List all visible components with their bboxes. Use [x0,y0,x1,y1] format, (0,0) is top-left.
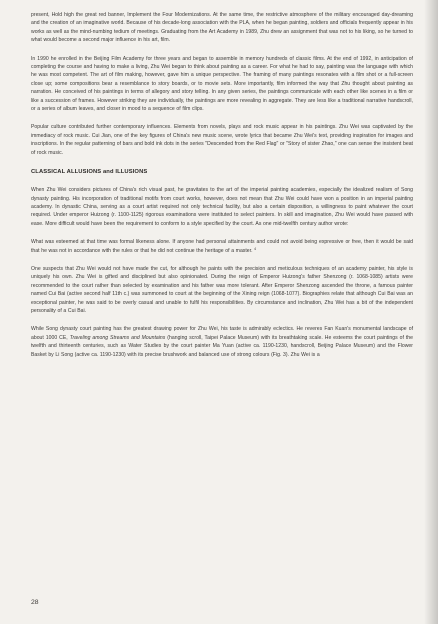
paragraph-1: present, Hold high the great red banner, Implement the Four Modernizations. At the same time, the restrictive atmosphere of the military encouraged day-dreaming and the creation of an imaginative world. Because of his decade-long association with the PLA, when he began painting, soldiers and officials frequently appear in his works as well as the mind-numbing tedium of meetings. Graduating from the Art Academy in 1989, Zhu drew an assignment that was not to his liking, so he turned to what would become a second major influence in his art, film. [31,12,413,44]
paragraph-spacer [31,113,413,123]
paragraph-7-text-after: (hanging scroll, Taipei Palace Museum) with its breathtaking scale. He esteems the court paintings of the twelfth and thirteenth centuries, such as Water Studies by the court painter Ma Yuan (active ca. 1190-1230, handscroll, Beijing Palace Museum) and the Flower Basket by Li Song (active ca. 1190-1230) with its precise brushwork and balanced use of strong colours (Fig. 3). Zhu Wei is a [31,334,414,358]
page-edge-shadow [424,0,438,624]
paragraph-spacer [31,315,413,325]
page-number: 28 [31,599,39,606]
paragraph-7 [31,325,413,359]
heading-spacer [31,176,413,186]
artwork-title: Traveling among Streams and Mountains [69,334,166,341]
paragraph-spacer [31,255,413,265]
footnote-marker: 4 [254,246,257,251]
paragraph-4: When Zhu Wei considers pictures of China's rich visual past, he gravitates to the art of the imperial painting academies, especially the idealized realism of Song dynasty painting. His incorporation of traditional motifs from court works, however, does not mean that Zhu Wei could have won a position in an imperial painting academy. In dynastic China, serving as a court artist required not only technical facility, but also a certain disposition, a willingness to paint whatever the court required. Under emperor Huizong (r. 1100-1125) rigorous examinations were instituted to select painters. In skill and imagination, Zhu Wei would have passed with ease. More difficult would have been the requirement to conform to a style specified by the court. As one mid-twelfth century author wrote: [31,187,413,227]
paragraph-2: In 1990 he enrolled in the Beijing Film Academy for three years and began to assemble in memory hundreds of classic films. At the end of 1992, in anticipation of completing the course and having to make a living, Zhu Wei began to think about painting as a career. For what he had to say, painting was the language with which he was most competent. The art of film making, however, gave him a unique perspective. The framing of many paintings resonates with a film shot or a full-screen close up; some compositions bear a resemblance to story boards, or to movie sets. More importantly, film informed the way that Zhu thought about painting as narration. He conceived of his paintings in terms of allegory and story telling. In any given series, the paintings communicate with each other like scenes in a film or like a succession of frames. However striking they are individually, the paintings are more revealing in aggregate. They are less like a traditional narrative handscroll, or a series of album leaves, and closer in mood to a sequence of film clips. [31,55,413,113]
paragraph-3: Popular culture contributed further contemporary influences. Elements from novels, plays and rock music appear in his paintings. Zhu Wei was captivated by the immediacy of rock music. Cui Jian, one of the key figures of China's new music scene, wrote lyrics that became Zhu Wei's text, providing inspiration for images and inscriptions. In the regular patterning of bars and bold ink dots in the series "Descended from the Red Flag" or "Story of sister Zhao," one can sense the insistent beat of rock music. [31,124,413,156]
paragraph-spacer [31,45,413,55]
paragraph-spacer [31,228,413,238]
quote-paragraph [31,238,413,255]
quote-text: What was esteemed at that time was formal likeness alone. If anyone had personal attainments and could not avoid being expressive or free, then it would be said that he was not in accordance with the rules or that he did not continue the heritage of a master. [31,239,413,254]
paragraph-7-text-before: While Song dynasty court painting has the greatest drawing power for Zhu Wei, his taste is admirably eclectics. He reveres Fan Kuan's monumental landscape of about 1000 CE, [31,326,413,341]
section-heading: CLASSICAL ALLUSIONS and ILLUSIONS [31,169,148,176]
paragraph-6: One suspects that Zhu Wei would not have made the cut, for although he paints with the precision and meticulous techniques of an academy painter, his style is uniquely his own. Zhu Wei is gifted and disciplined but also opinionated. During the reign of Emperor Huizong's father Shenzong (r. 1068-1085) artists were recommended to the court rather than selected by examination and his father was more tolerant. After Emperor Shenzong ascended the throne, a famous painter named Cui Bai (active second half 11th c.) was summoned to court at the beginning of the Xining reign (1068-1077). Biographies relate that although Cui Bai was an exceptional painter, he was said to be overly casual and unable to fulfil his responsibilities. By circumstance and inclination, Zhu Wei has a bit of the independent personality of a Cui Bai. [31,265,413,314]
page-content [31,11,413,359]
section-spacer [31,157,413,168]
